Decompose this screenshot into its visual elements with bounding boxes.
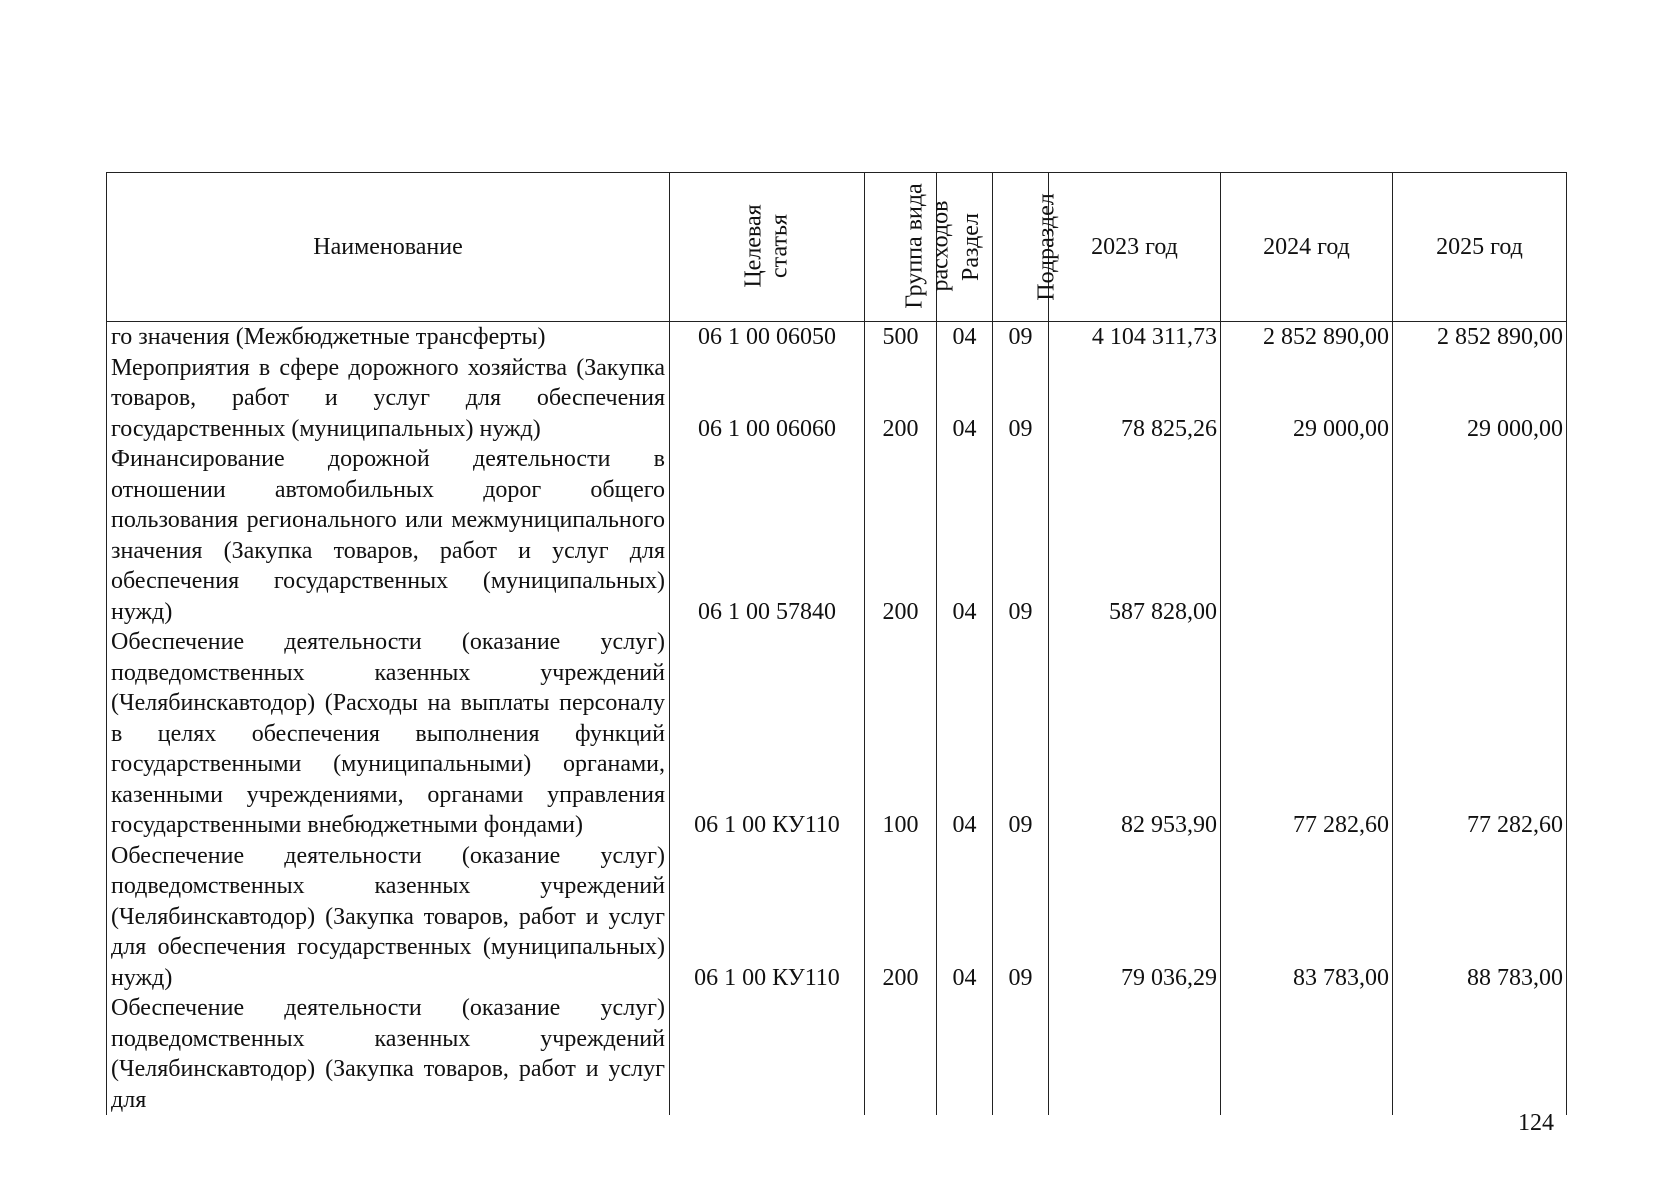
cell-razdel (937, 993, 993, 1115)
header-expense-group-label: Группа вида расходов (901, 183, 954, 309)
page-number: 124 (1518, 1110, 1554, 1136)
cell-podrazdel: 09 (993, 444, 1049, 627)
cell-target-article: 06 1 00 57840 (670, 444, 865, 627)
cell-razdel: 04 (937, 353, 993, 445)
cell-2024 (1221, 993, 1393, 1115)
cell-2025: 88 783,00 (1393, 841, 1567, 994)
cell-podrazdel: 09 (993, 627, 1049, 841)
cell-podrazdel (993, 993, 1049, 1115)
header-year-2023 (1049, 173, 1221, 322)
cell-2024: 83 783,00 (1221, 841, 1393, 994)
header-target-article (670, 173, 865, 322)
cell-razdel: 04 (937, 627, 993, 841)
header-year-2025 (1393, 173, 1567, 322)
cell-name: Мероприятия в сфере дорожного хозяйства (Закупка товаров, работ и услуг для обеспечения государственных (муниципальных) нужд) (107, 353, 670, 445)
cell-razdel: 04 (937, 444, 993, 627)
table-row (107, 841, 1567, 994)
cell-name: Обеспечение деятельности (оказание услуг) подведомственных казенных учреждений (Челябинскавтодор) (Расходы на выплаты персоналу в целях обеспечения выполнения функций государственными (муниципальными) органами, казенными учреждениями, органами управления государственными внебюджетными фондами) (107, 627, 670, 841)
header-name-label: Наименование (313, 233, 463, 260)
cell-target-article: 06 1 00 КУ110 (670, 627, 865, 841)
cell-2023 (1049, 993, 1221, 1115)
cell-2025 (1393, 993, 1567, 1115)
cell-2025: 29 000,00 (1393, 353, 1567, 445)
table-row (107, 993, 1567, 1115)
table-row (107, 627, 1567, 841)
table-header (107, 173, 1567, 322)
header-podrazdel (993, 173, 1060, 322)
cell-podrazdel: 09 (993, 322, 1049, 353)
cell-2023: 78 825,26 (1049, 353, 1221, 445)
header-year-2024-label: 2024 год (1263, 233, 1350, 260)
cell-name: го значения (Межбюджетные трансферты) (107, 322, 670, 353)
header-name (107, 173, 670, 322)
cell-2023: 587 828,00 (1049, 444, 1221, 627)
cell-target-article: 06 1 00 06050 (670, 322, 865, 353)
cell-target-article: 06 1 00 06060 (670, 353, 865, 445)
table-row (107, 322, 1567, 353)
cell-expense-group (865, 993, 937, 1115)
cell-podrazdel: 09 (993, 353, 1049, 445)
cell-name: Обеспечение деятельности (оказание услуг) подведомственных казенных учреждений (Челябинскавтодор) (Закупка товаров, работ и услуг для обеспечения государственных (муниципальных) нужд) (107, 841, 670, 994)
header-podrazdel-label: Подраздел (1033, 193, 1060, 301)
cell-expense-group: 200 (865, 841, 937, 994)
cell-name: Финансирование дорожной деятельности в отношении автомобильных дорог общего пользования регионального или межмуниципального значения (Закупка товаров, работ и услуг для обеспечения государственных (муниципальных) нужд) (107, 444, 670, 627)
cell-2023: 82 953,90 (1049, 627, 1221, 841)
cell-expense-group: 200 (865, 353, 937, 445)
cell-target-article: 06 1 00 КУ110 (670, 841, 865, 994)
cell-2024: 29 000,00 (1221, 353, 1393, 445)
cell-2024: 2 852 890,00 (1221, 322, 1393, 353)
header-year-2024 (1221, 173, 1393, 322)
cell-razdel: 04 (937, 322, 993, 353)
cell-expense-group: 200 (865, 444, 937, 627)
cell-podrazdel: 09 (993, 841, 1049, 994)
cell-target-article (670, 993, 865, 1115)
header-expense-group (865, 173, 954, 322)
cell-2023: 4 104 311,73 (1049, 322, 1221, 353)
cell-2023: 79 036,29 (1049, 841, 1221, 994)
cell-expense-group: 500 (865, 322, 937, 353)
table-row (107, 353, 1567, 445)
table-body (107, 322, 1567, 1116)
cell-2025: 2 852 890,00 (1393, 322, 1567, 353)
cell-razdel: 04 (937, 841, 993, 994)
header-year-2023-label: 2023 год (1091, 233, 1178, 260)
cell-2024: 77 282,60 (1221, 627, 1393, 841)
cell-name: Обеспечение деятельности (оказание услуг) подведомственных казенных учреждений (Челябинскавтодор) (Закупка товаров, работ и услуг для (107, 993, 670, 1115)
cell-2025 (1393, 444, 1567, 627)
table-row (107, 444, 1567, 627)
header-razdel-label: Раздел (957, 212, 984, 281)
header-year-2025-label: 2025 год (1436, 233, 1523, 260)
header-target-article-label: Целевая статья (740, 204, 793, 288)
header-row (107, 173, 1567, 322)
cell-expense-group: 100 (865, 627, 937, 841)
cell-2024 (1221, 444, 1393, 627)
budget-table (106, 172, 1567, 1115)
cell-2025: 77 282,60 (1393, 627, 1567, 841)
